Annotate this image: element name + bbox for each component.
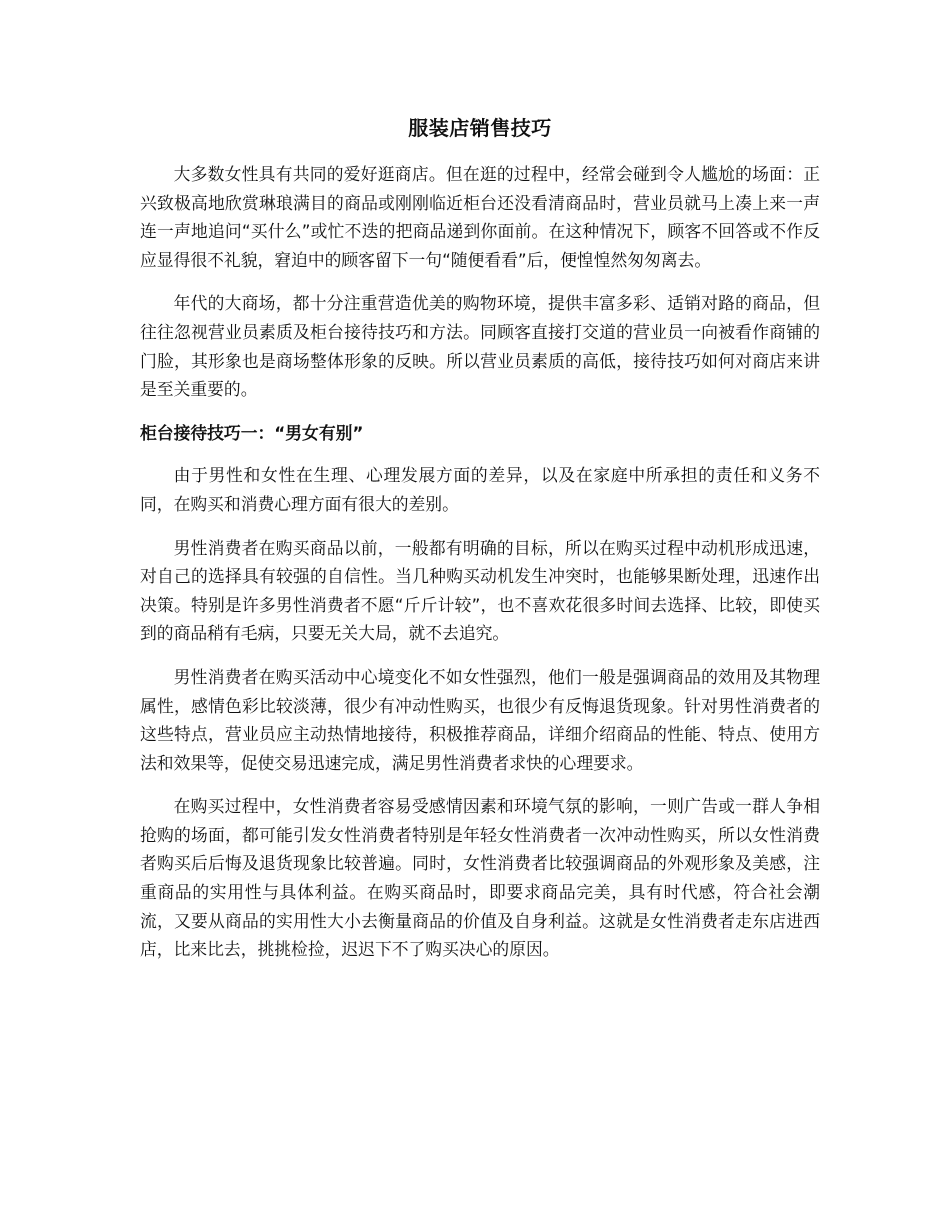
section-paragraph-3: 男性消费者在购买活动中心境变化不如女性强烈，他们一般是强调商品的效用及其物理属性，感情色彩比较淡薄，很少有冲动性购买，也很少有反悔退货现象。针对男性消费者的这些特点，营业员应主动热情地接待，积极推荐商品，详细介绍商品的性能、特点、使用方法和效果等，促使交易迅速完成，满足男性消费者求快的心理要求。	[140, 666, 820, 773]
intro-paragraph-2: 年代的大商场，都十分注重营造优美的购物环境，提供丰富多彩、适销对路的商品，但往往忽视营业员素质及柜台接待技巧和方法。同顾客直接打交道的营业员一向被看作商铺的门脸，其形象也是商场整体形象的反映。所以营业员素质的高低，接待技巧如何对商店来讲是至关重要的。	[140, 293, 820, 400]
section-paragraph-1: 由于男性和女性在生理、心理发展方面的差异，以及在家庭中所承担的责任和义务不同，在购买和消费心理方面有很大的差别。	[140, 465, 820, 514]
document-page	[140, 112, 820, 979]
section-heading: 柜台接待技巧一：“男女有别”	[140, 422, 364, 443]
intro-paragraph-1: 大多数女性具有共同的爱好逛商店。但在逛的过程中，经常会碰到令人尴尬的场面：正兴致极高地欣赏琳琅满目的商品或刚刚临近柜台还没看清商品时，营业员就马上凑上来一声连一声地追问“买什么”或忙不迭的把商品递到你面前。在这种情况下，顾客不回答或不作反应显得很不礼貌，窘迫中的顾客留下一句“随便看看”后，便惶惶然匆匆离去。	[140, 164, 820, 270]
section-paragraph-4: 在购买过程中，女性消费者容易受感情因素和环境气氛的影响，一则广告或一群人争相抢购的场面，都可能引发女性消费者特别是年轻女性消费者一次冲动性购买，所以女性消费者购买后后悔及退货现象比较普遍。同时，女性消费者比较强调商品的外观形象及美感，注重商品的实用性与具体利益。在购买商品时，即要求商品完美，具有时代感，符合社会潮流，又要从商品的实用性大小去衡量商品的价值及自身利益。这就是女性消费者走东店进西店，比来比去，挑挑检捡，迟迟下不了购买决心的原因。	[140, 796, 820, 960]
section-paragraph-2: 男性消费者在购买商品以前，一般都有明确的目标，所以在购买过程中动机形成迅速，对自己的选择具有较强的自信性。当几种购买动机发生冲突时，也能够果断处理，迅速作出决策。特别是许多男性消费者不愿“斤斤计较”，也不喜欢花很多时间去选择、比较，即使买到的商品稍有毛病，只要无关大局，就不去追究。	[140, 537, 820, 644]
document-title: 服装店销售技巧	[408, 116, 552, 140]
